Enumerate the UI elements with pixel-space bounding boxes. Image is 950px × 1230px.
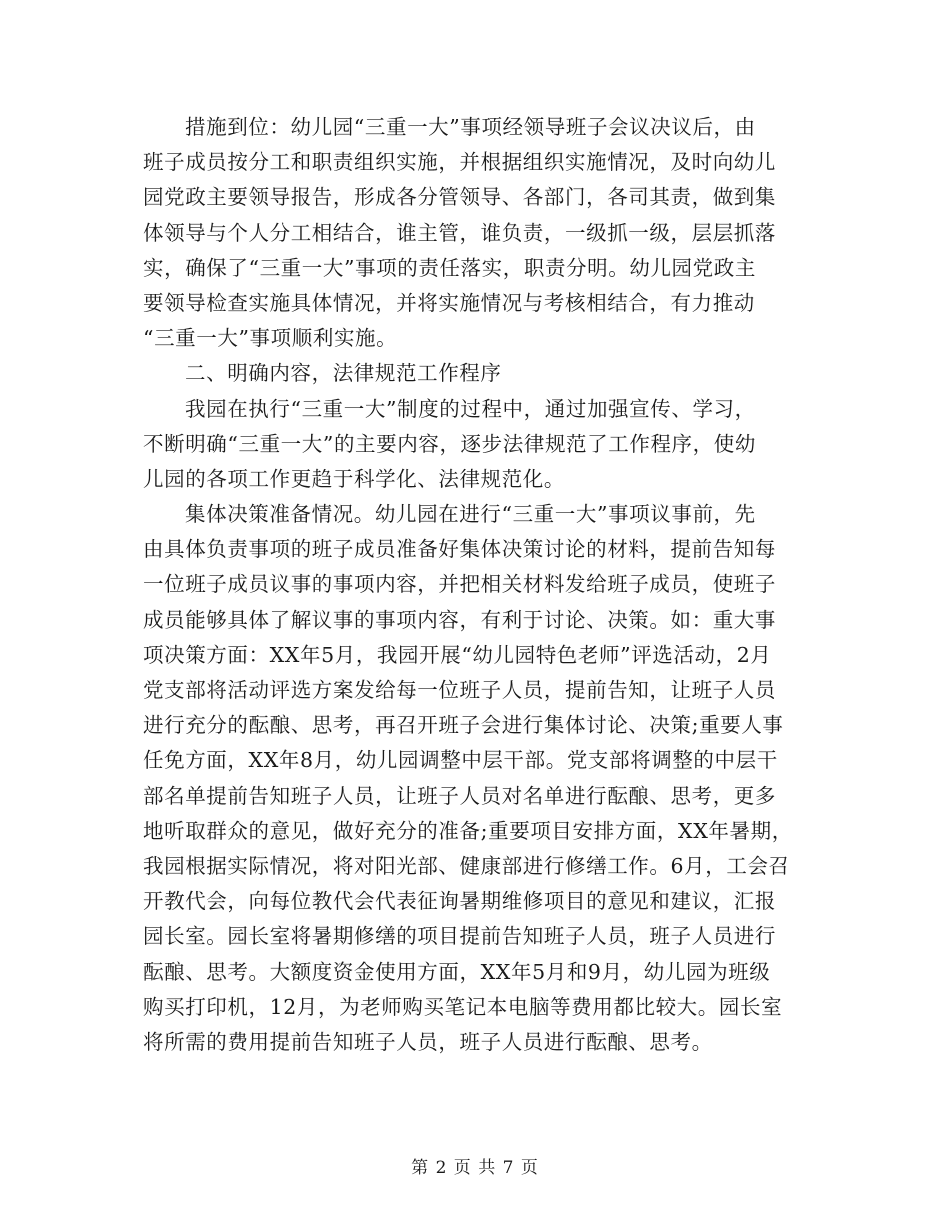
- paragraph-line: 措施到位：幼儿园“三重一大”事项经领导班子会议决议后，由: [185, 115, 756, 139]
- paragraph-line: 进行充分的酝酿、思考，再召开班子会进行集体讨论、决策;重要人事: [143, 713, 784, 738]
- paragraph-line: 园党政主要领导报告，形成各分管领导、各部门，各司其责，做到集: [143, 185, 776, 210]
- paragraph-line: 我园在执行“三重一大”制度的过程中，通过加强宣传、学习，: [185, 396, 756, 421]
- paragraph-line: 将所需的费用提前告知班子人员，班子人员进行酝酿、思考。: [143, 1029, 713, 1054]
- paragraph-line: 班子成员按分工和职责组织实施，并根据组织实施情况，及时向幼儿: [143, 150, 776, 175]
- paragraph-line: 体领导与个人分工相结合，谁主管，谁负责，一级抓一级，层层抓落: [143, 220, 776, 245]
- paragraph-line: 成员能够具体了解议事的事项内容，有利于讨论、决策。如：重大事: [143, 607, 776, 632]
- paragraph-line: 要领导检查实施具体情况，并将实施情况与考核相结合，有力推动: [143, 290, 755, 315]
- paragraph-line: 项决策方面：XX年5月，我园开展“幼儿园特色老师”评选活动，2月: [143, 642, 772, 667]
- paragraph-line: 一位班子成员议事的事项内容，并把相关材料发给班子成员，使班子: [143, 572, 776, 597]
- paragraph-line: 实，确保了“三重一大”事项的责任落实，职责分明。幼儿园党政主: [143, 255, 756, 280]
- paragraph-line: 部名单提前告知班子人员，让班子人员对名单进行酝酿、思考，更多: [143, 783, 776, 808]
- paragraph-line: 任免方面，XX年8月，幼儿园调整中层干部。党支部将调整的中层干: [143, 748, 778, 773]
- document-body: [143, 110, 807, 1060]
- paragraph-line: 地听取群众的意见，做好充分的准备;重要项目安排方面，XX年暑期，: [143, 818, 793, 843]
- paragraph-line: “三重一大”事项顺利实施。: [143, 326, 398, 351]
- paragraph-line: 开教代会，向每位教代会代表征询暑期维修项目的意见和建议，汇报: [143, 889, 776, 914]
- page-number-footer: 第 2 页 共 7 页: [411, 1158, 539, 1178]
- paragraph-line: 购买打印机，12月，为老师购买笔记本电脑等费用都比较大。园长室: [143, 994, 783, 1019]
- paragraph-line: 园长室。园长室将暑期修缮的项目提前告知班子人员，班子人员进行: [143, 924, 776, 949]
- paragraph-line: 儿园的各项工作更趋于科学化、法律规范化。: [143, 466, 565, 491]
- section-heading: 二、明确内容，法律规范工作程序: [185, 361, 502, 386]
- paragraph-line: 不断明确“三重一大”的主要内容，逐步法律规范了工作程序，使幼: [143, 431, 756, 456]
- paragraph-line: 集体决策准备情况。幼儿园在进行“三重一大”事项议事前，先: [185, 502, 756, 527]
- paragraph-line: 我园根据实际情况，将对阳光部、健康部进行修缮工作。6月，工会召: [143, 853, 790, 878]
- paragraph-line: 党支部将活动评选方案发给每一位班子人员，提前告知，让班子人员: [143, 678, 776, 702]
- paragraph-line: 酝酿、思考。大额度资金使用方面，XX年5月和9月，幼儿园为班级: [143, 959, 771, 984]
- paragraph-line: 由具体负责事项的班子成员准备好集体决策讨论的材料，提前告知每: [143, 537, 776, 562]
